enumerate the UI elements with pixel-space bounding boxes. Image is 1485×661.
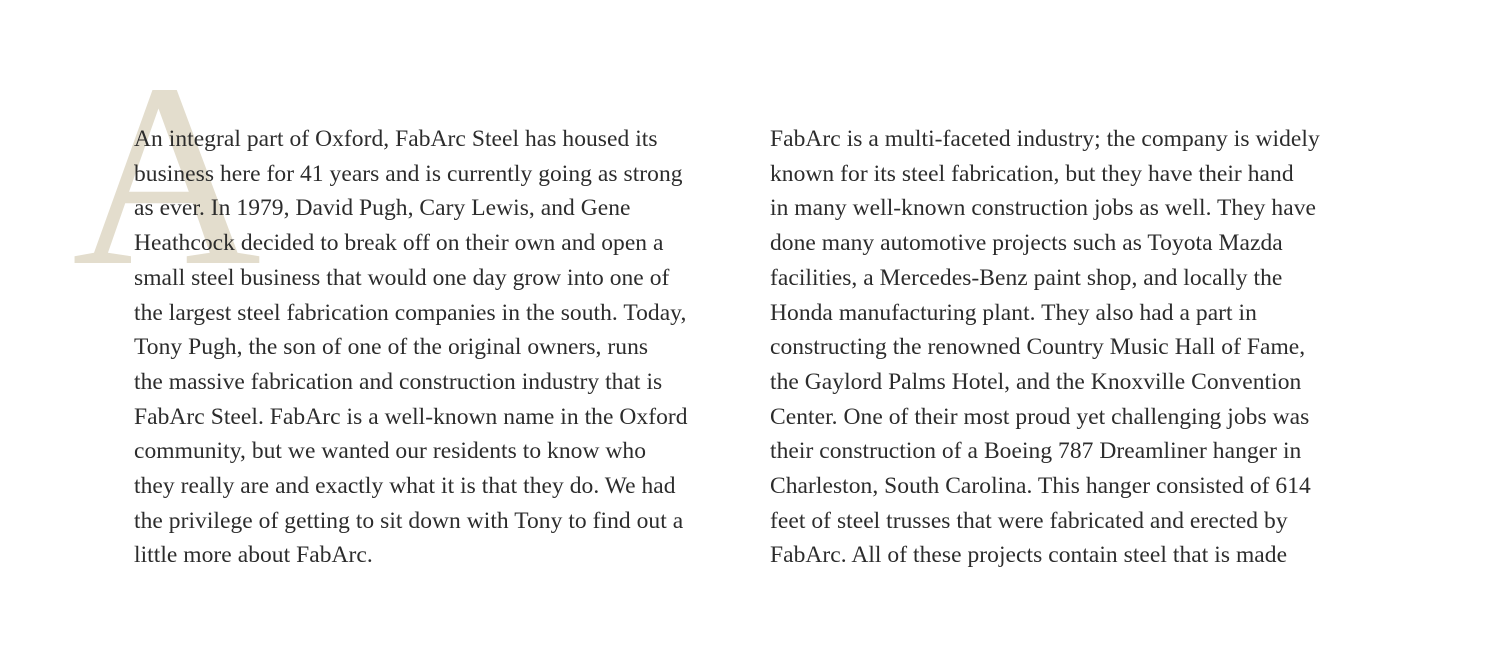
paragraph-line: they really are and exactly what it is that they do. We had: [134, 473, 676, 500]
drop-cap-letter: A: [72, 30, 262, 320]
paragraph-line: constructing the renowned Country Music Hall of Fame,: [770, 334, 1306, 361]
paragraph-line: An integral part of Oxford, FabArc Steel has housed its: [134, 126, 658, 152]
paragraph-line: in many well-known construction jobs as well. They have: [770, 195, 1316, 222]
paragraph-line: small steel business that would one day grow into one of: [134, 264, 670, 291]
paragraph-line: known for its steel fabrication, but they have their hand: [770, 160, 1294, 187]
paragraph-line: the privilege of getting to sit down with Tony to find out a: [134, 507, 684, 534]
paragraph-line: the Gaylord Palms Hotel, and the Knoxville Convention: [770, 368, 1302, 395]
paragraph-line: the largest steel fabrication companies in the south. Today,: [134, 299, 687, 326]
paragraph-line: Center. One of their most proud yet challenging jobs was: [770, 403, 1310, 430]
paragraph-line: FabArc Steel. FabArc is a well-known name in the Oxford: [134, 403, 688, 430]
paragraph-line: Heathcock decided to break off on their own and open a: [134, 230, 664, 257]
paragraph-line: feet of steel trusses that were fabricated and erected by: [770, 507, 1288, 534]
paragraph-line: the massive fabrication and construction industry that is: [134, 368, 663, 395]
article-column-right: [770, 122, 1320, 573]
paragraph-line: facilities, a Mercedes-Benz paint shop, and locally the: [770, 264, 1283, 291]
paragraph-line: FabArc. All of these projects contain steel that is made: [770, 542, 1288, 569]
paragraph-line: FabArc is a multi-faceted industry; the company is widely: [770, 126, 1320, 152]
paragraph-line: Tony Pugh, the son of one of the original owners, runs: [134, 334, 649, 361]
paragraph-line: their construction of a Boeing 787 Dreamliner hanger in: [770, 438, 1302, 465]
paragraph-line: Charleston, South Carolina. This hanger consisted of 614: [770, 473, 1311, 500]
paragraph-line: done many automotive projects such as Toyota Mazda: [770, 230, 1283, 257]
article-column-left: [134, 122, 688, 573]
paragraph-line: community, but we wanted our residents to know who: [134, 438, 647, 465]
paragraph-line: business here for 41 years and is currently going as strong: [134, 160, 683, 187]
paragraph-line: little more about FabArc.: [134, 542, 373, 569]
paragraph-line: as ever. In 1979, David Pugh, Cary Lewis, and Gene: [134, 195, 631, 222]
paragraph-line: Honda manufacturing plant. They also had a part in: [770, 299, 1257, 326]
